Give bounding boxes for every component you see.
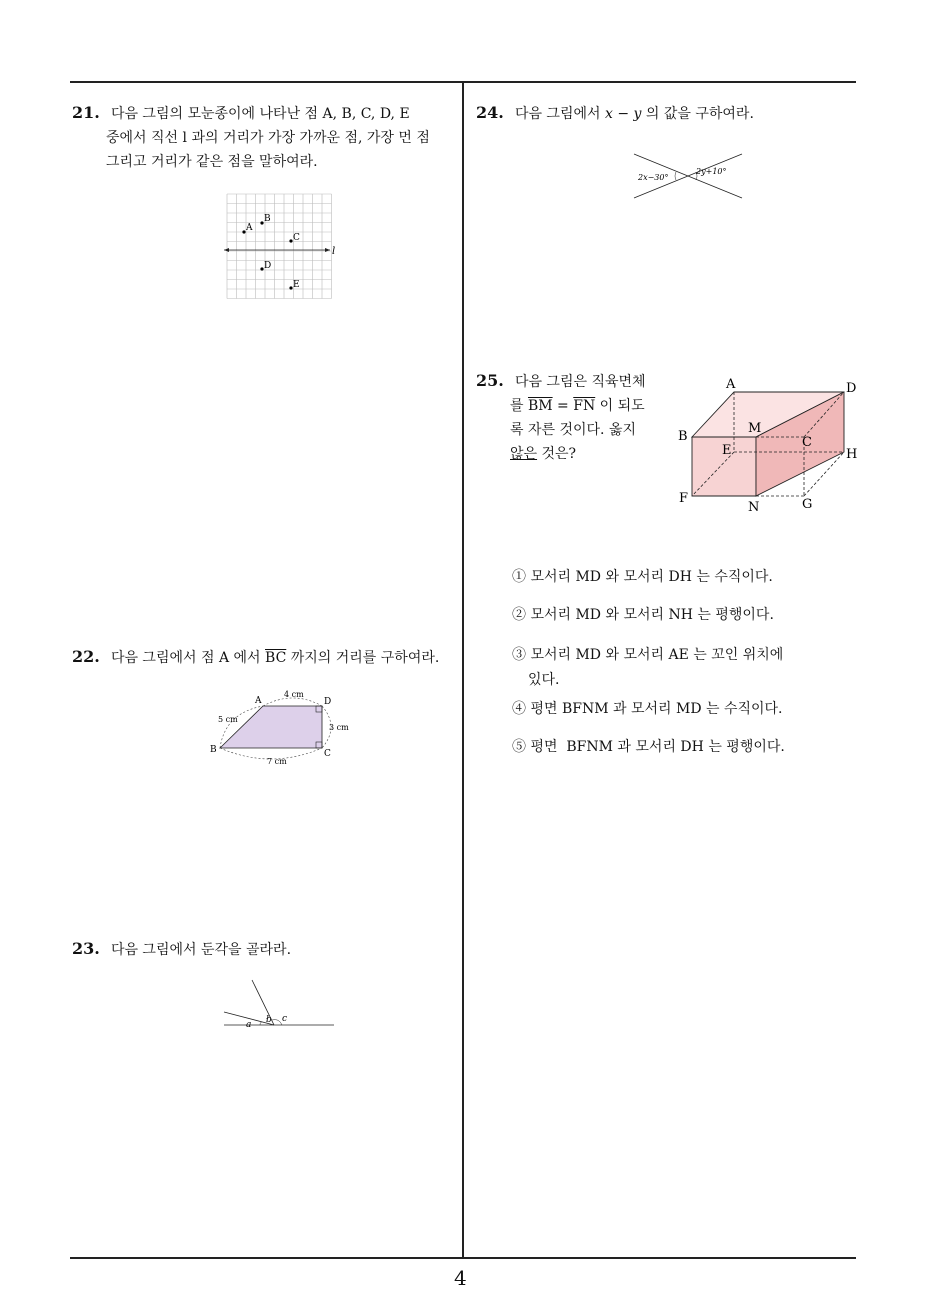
choice-5[interactable]: ⑤ 평면 BFNM 과 모서리 DH 는 평행이다.	[512, 739, 785, 755]
trapezoid-abcd	[220, 706, 322, 748]
choice-2[interactable]: ② 모서리 MD 와 모서리 NH 는 평행이다.	[512, 607, 774, 623]
arc-left	[675, 172, 676, 180]
trapezoid-figure	[205, 688, 355, 768]
page-number: 4	[454, 1266, 467, 1290]
question-25-line4	[510, 442, 666, 466]
line-l-right-arrow	[325, 248, 330, 252]
question-22-text-b: 까지의 거리를 구하여라.	[286, 650, 440, 666]
point-d-label: D	[264, 261, 272, 271]
vertex-b: B	[678, 429, 688, 444]
len-ad: 4 cm	[284, 690, 304, 699]
crossing-lines-figure	[630, 150, 746, 204]
equals-sign: =	[552, 398, 574, 414]
label-b: B	[210, 745, 217, 755]
question-25-number: 25.	[476, 371, 504, 390]
question-25-line4-b: 것은?	[537, 446, 577, 462]
cuboid-figure	[674, 374, 870, 520]
point-c-label: C	[293, 233, 300, 243]
vertex-d: D	[846, 381, 857, 396]
choice-3[interactable]: ③ 모서리 MD 와 모서리 AE 는 꼬인 위치에	[512, 647, 784, 663]
vertex-f: F	[679, 491, 689, 506]
question-25-line2	[510, 394, 666, 418]
question-24-text-a: 다음 그림에서	[514, 106, 605, 122]
vertex-g: G	[802, 497, 813, 512]
vertex-e: E	[722, 443, 732, 458]
angles-figure	[222, 976, 338, 1032]
question-25-underlined: 않은	[510, 446, 538, 462]
question-24-expr: x − y	[604, 106, 642, 122]
label-c: C	[324, 749, 331, 759]
question-21-line1: 다음 그림의 모눈종이에 나타난 점 A, B, C, D, E	[110, 106, 410, 122]
question-22-segment: $\overline{BC}$	[265, 650, 287, 666]
question-23-number: 23.	[72, 939, 100, 958]
choice-4[interactable]: ④ 평면 BFNM 과 모서리 MD 는 수직이다.	[512, 701, 783, 717]
segment-fn: $\overline{FN}$	[573, 398, 596, 414]
question-22-text-a: 다음 그림에서 점 A 에서	[110, 650, 266, 666]
vertex-c: C	[802, 435, 812, 450]
question-21-line2: 중에서 직선 l 과의 거리가 가장 가까운 점, 가장 먼 점	[106, 130, 430, 146]
vertex-a: A	[726, 377, 736, 392]
choice-3-continued: 있다.	[528, 672, 560, 688]
label-d: D	[324, 697, 332, 707]
question-25-line3: 록 자른 것이다. 옳지	[510, 422, 636, 438]
len-ab: 5 cm	[218, 715, 238, 724]
bottom-rule	[70, 1257, 856, 1259]
question-22-number: 22.	[72, 647, 100, 666]
vertex-n: N	[748, 500, 760, 515]
vertex-h: H	[846, 447, 858, 462]
angle-a-label: a	[246, 1020, 252, 1030]
point-b-label: B	[264, 214, 271, 224]
line-l-label: l	[332, 246, 336, 257]
question-25-line1: 다음 그림은 직육면체	[514, 374, 646, 390]
arc-a	[260, 1022, 262, 1025]
point-e-label: E	[293, 280, 300, 290]
len-bc: 7 cm	[267, 757, 287, 766]
line-l-left-arrow	[224, 248, 229, 252]
question-25-line2-b: 이 되도	[595, 398, 645, 414]
grid-figure	[222, 192, 342, 302]
question-23	[72, 938, 462, 962]
question-23-text: 다음 그림에서 둔각을 골라라.	[110, 942, 292, 958]
question-21-number: 21.	[72, 103, 100, 122]
column-divider	[462, 82, 464, 1258]
question-24	[476, 102, 866, 126]
angle-right-label: 2y+10°	[696, 167, 727, 176]
question-22	[72, 646, 462, 670]
vertex-m: M	[748, 421, 762, 436]
question-21	[72, 102, 462, 174]
len-cd: 3 cm	[329, 723, 349, 732]
question-25	[476, 370, 666, 466]
question-21-line3: 그리고 거리가 같은 점을 말하여라.	[106, 154, 318, 170]
angle-c-label: c	[282, 1014, 288, 1024]
point-a-label: A	[246, 223, 253, 233]
choice-1[interactable]: ① 모서리 MD 와 모서리 DH 는 수직이다.	[512, 569, 773, 585]
question-24-text-b: 의 값을 구하여라.	[641, 106, 754, 122]
question-24-number: 24.	[476, 103, 504, 122]
angle-b-label: b	[266, 1015, 272, 1025]
question-25-line2-a: 를	[510, 398, 528, 414]
label-a: A	[255, 696, 262, 706]
angle-left-label: 2x−30°	[638, 173, 669, 182]
dim-ad	[263, 698, 322, 706]
segment-bm: $\overline{BM}$	[527, 398, 553, 414]
